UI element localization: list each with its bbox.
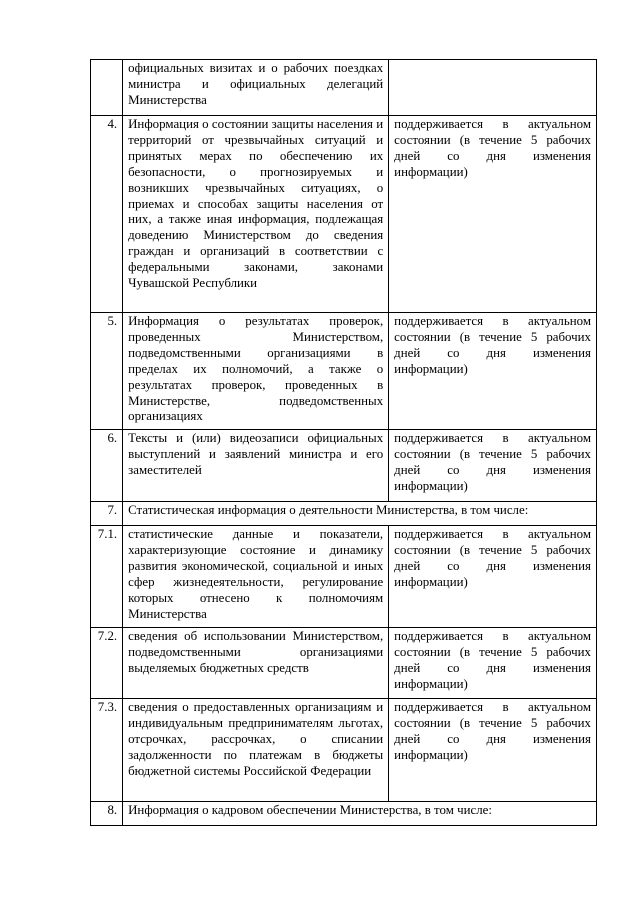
row-period: поддерживается в актуальном состоянии (в течение 5 рабочих дней со дня изменения информации)	[389, 313, 597, 430]
table-row	[91, 60, 597, 116]
row-number: 5.	[91, 313, 123, 430]
table-row	[91, 628, 597, 699]
row-period: поддерживается в актуальном состоянии (в течение 5 рабочих дней со дня изменения информации)	[389, 526, 597, 628]
row-period: поддерживается в актуальном состоянии (в течение 5 рабочих дней со дня изменения информации)	[389, 430, 597, 502]
information-table	[90, 59, 597, 826]
row-period	[389, 60, 597, 116]
table-row	[91, 802, 597, 826]
table-row	[91, 116, 597, 313]
row-number: 7.	[91, 502, 123, 526]
row-title: Информация о результатах проверок, проведенных Министерством, подведомственными организациями в пределах их полномочий, а также о результатах проверок, проведенных в Министерстве, подведомственных организациях	[123, 313, 389, 430]
row-title: официальных визитах и о рабочих поездках министра и официальных делегаций Министерства	[123, 60, 389, 116]
row-title: Статистическая информация о деятельности Министерства, в том числе:	[123, 502, 597, 526]
table-row	[91, 526, 597, 628]
row-number: 4.	[91, 116, 123, 313]
row-period: поддерживается в актуальном состоянии (в течение 5 рабочих дней со дня изменения информации)	[389, 699, 597, 802]
row-number: 8.	[91, 802, 123, 826]
row-title: статистические данные и показатели, характеризующие состояние и динамику развития экономической, социальной и иных сфер жизнедеятельности, регулирование которых отнесено к полномочиям Министерства	[123, 526, 389, 628]
row-title: Информация о состоянии защиты населения и территорий от чрезвычайных ситуаций и принятых мерах по обеспечению их безопасности, о прогнозируемых и возникших чрезвычайных ситуациях, о приемах и способах защиты населения от них, а также иная информация, подлежащая доведению Министерством до сведения граждан и организаций в соответствии с федеральными законами, законами Чувашской Республики	[123, 116, 389, 313]
row-title: сведения о предоставленных организациям и индивидуальным предпринимателям льготах, отсрочках, рассрочках, о списании задолженности по платежам в бюджеты бюджетной системы Российской Федерации	[123, 699, 389, 802]
row-number: 7.2.	[91, 628, 123, 699]
table-row	[91, 699, 597, 802]
row-title: Тексты и (или) видеозаписи официальных выступлений и заявлений министра и его заместителей	[123, 430, 389, 502]
row-period: поддерживается в актуальном состоянии (в течение 5 рабочих дней со дня изменения информации)	[389, 116, 597, 313]
row-period: поддерживается в актуальном состоянии (в течение 5 рабочих дней со дня изменения информации)	[389, 628, 597, 699]
table-row	[91, 313, 597, 430]
table-row	[91, 502, 597, 526]
row-number: 7.1.	[91, 526, 123, 628]
row-title: Информация о кадровом обеспечении Министерства, в том числе:	[123, 802, 597, 826]
table-row	[91, 430, 597, 502]
row-number: 7.3.	[91, 699, 123, 802]
row-number: 6.	[91, 430, 123, 502]
row-number	[91, 60, 123, 116]
row-title: сведения об использовании Министерством, подведомственными организациями выделяемых бюджетных средств	[123, 628, 389, 699]
